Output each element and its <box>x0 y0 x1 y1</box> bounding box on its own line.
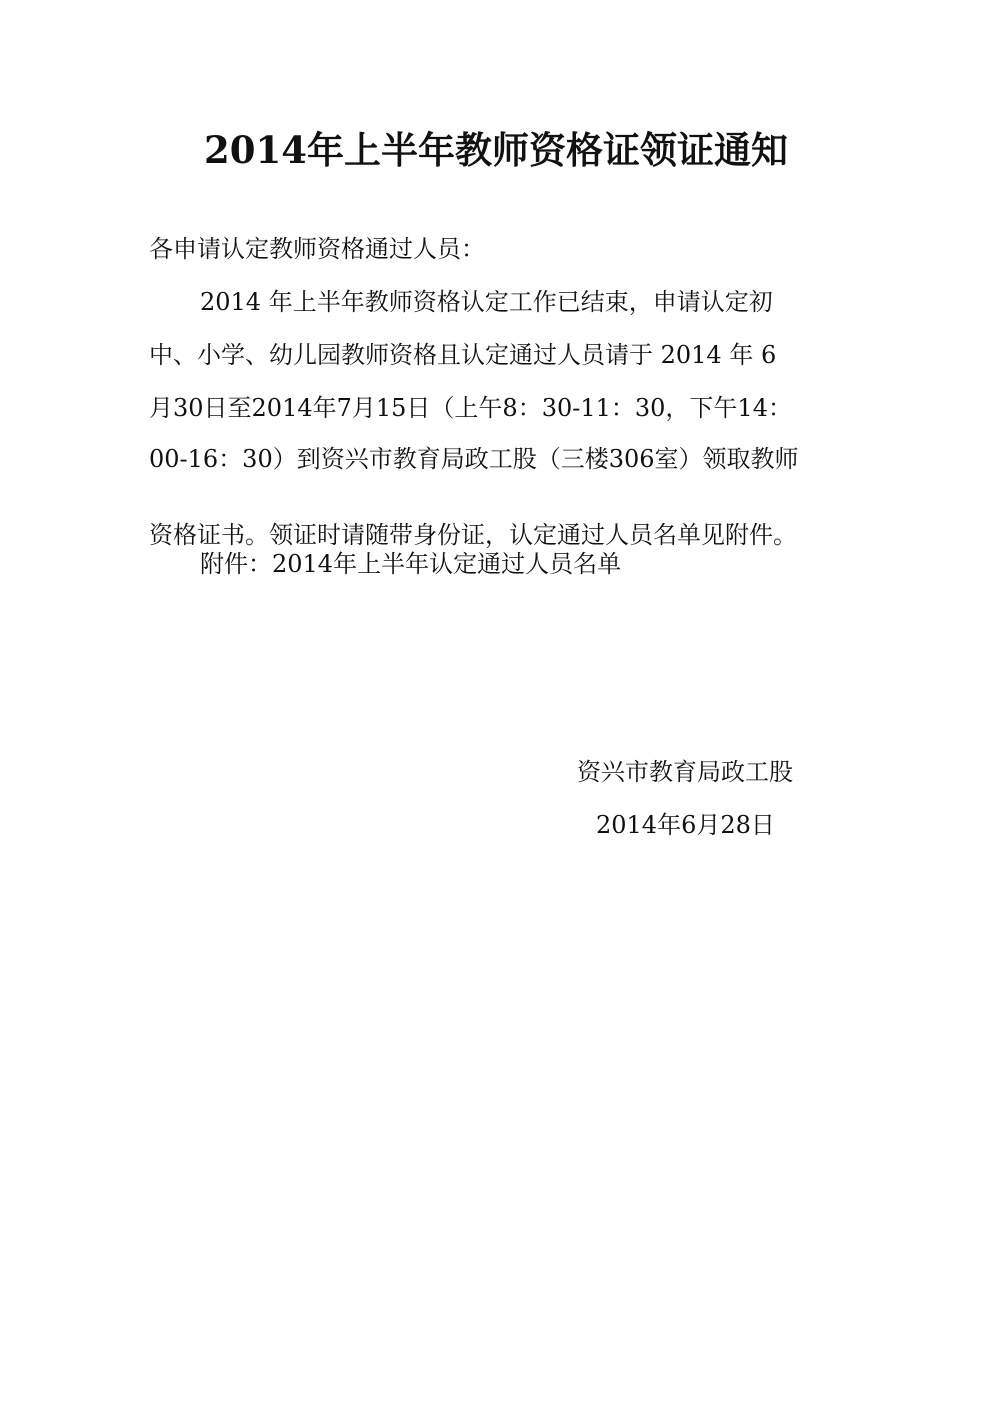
body-line-text: 中、小学、幼儿园教师资格且认定通过人员请于 2014 年 6 <box>149 341 777 369</box>
salutation: 各申请认定教师资格通过人员： <box>149 235 485 263</box>
page-title: 2014年上半年教师资格证领证通知 <box>204 128 788 172</box>
attachment-note: 附件：2014年上半年认定通过人员名单 <box>200 550 622 578</box>
body-line <box>200 285 843 319</box>
body-line <box>149 338 843 372</box>
body-line-text: 资格证书。领证时请随带身份证，认定通过人员名单见附件。 <box>149 521 797 549</box>
body-line-text: 00-16：30）到资兴市教育局政工股（三楼306室）领取教师 <box>149 445 799 473</box>
body-line-text: 2014 年上半年教师资格认定工作已结束，申请认定初 <box>200 288 773 316</box>
signature-date: 2014年6月28日 <box>596 811 775 839</box>
body-line-text: 月30日至2014年7月15日（上午8：30-11：30，下午14： <box>149 394 792 422</box>
body-line <box>149 391 843 425</box>
body-line <box>149 442 843 476</box>
signature-organization: 资兴市教育局政工股 <box>577 758 793 786</box>
